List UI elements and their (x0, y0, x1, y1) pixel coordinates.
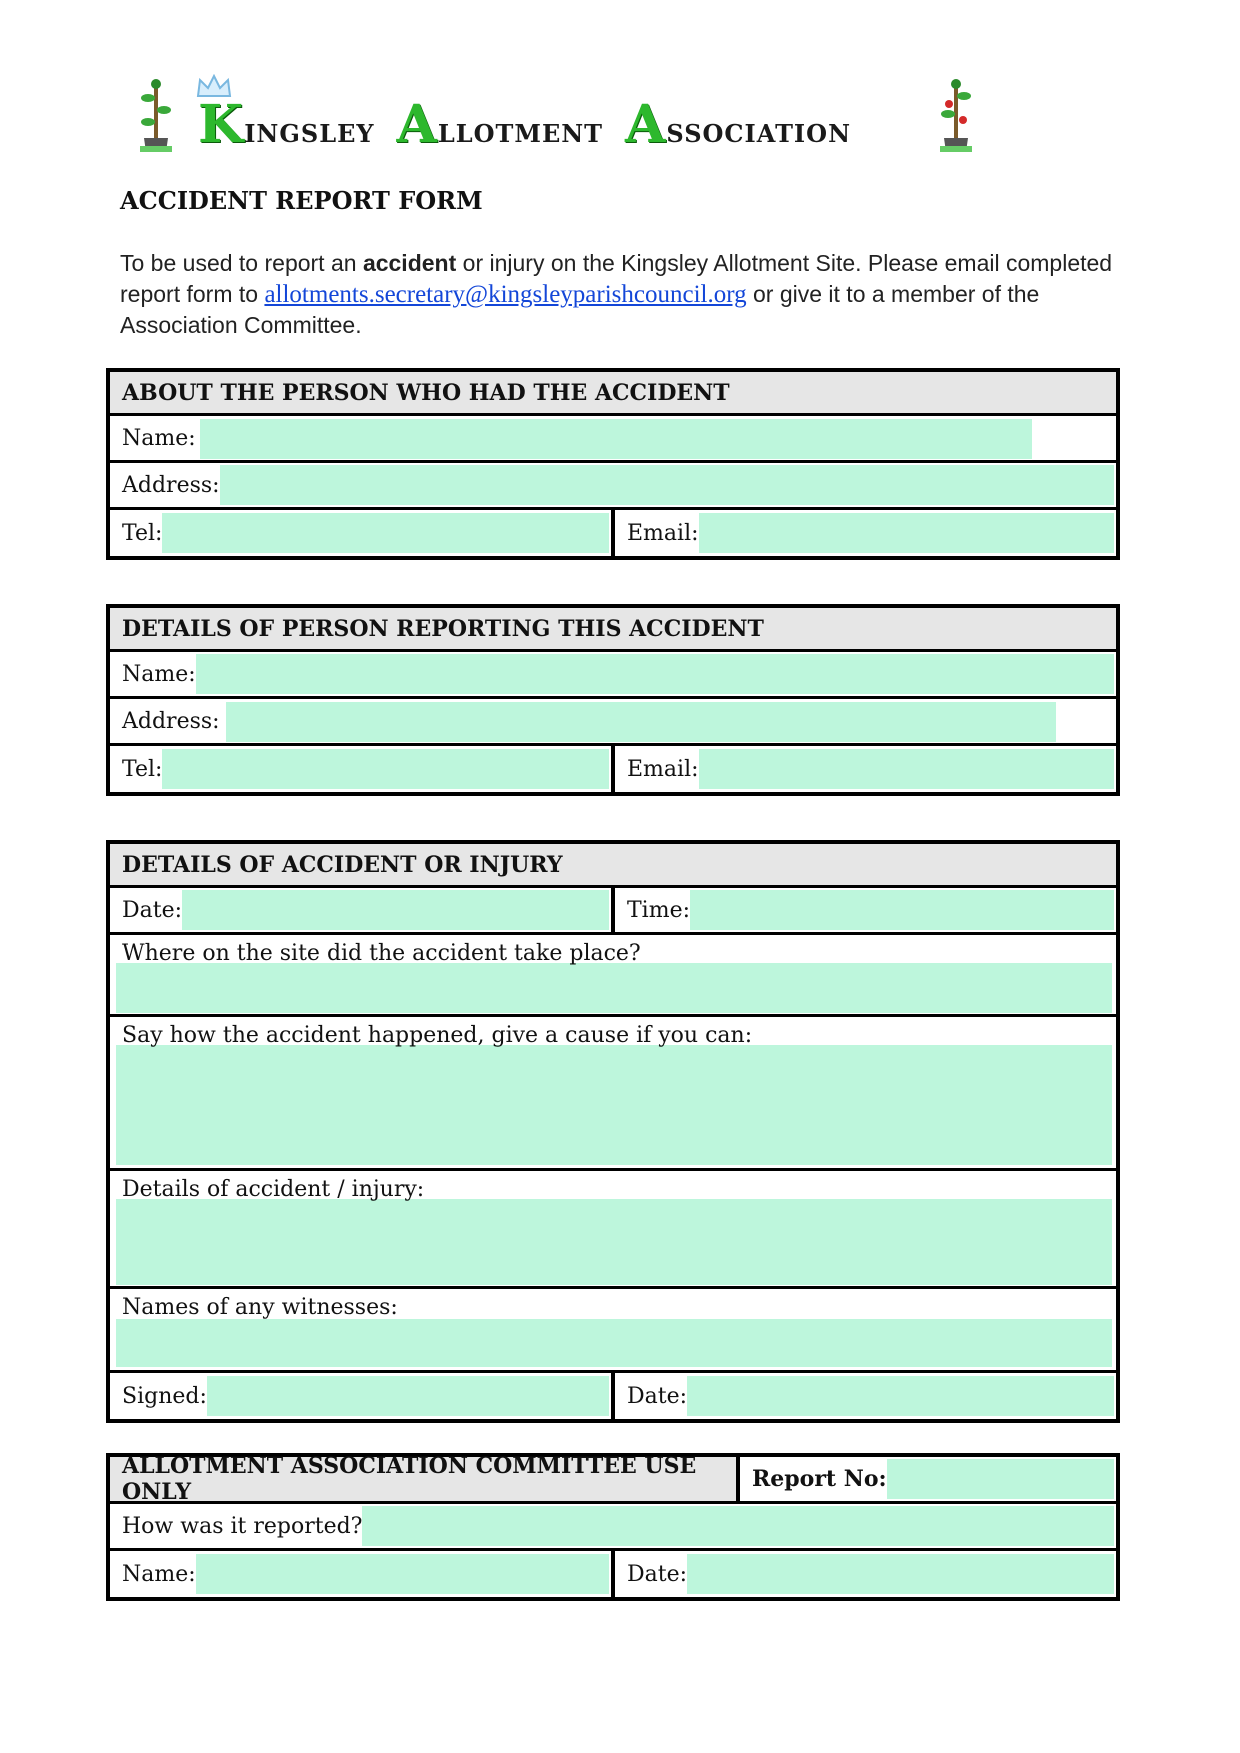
injury-details-label: Details of accident / injury: (122, 1177, 425, 1202)
section-heading: DETAILS OF ACCIDENT OR INJURY (110, 844, 1116, 888)
intro-text: To be used to report an accident or injury on the Kingsley Allotment Site. Please email completed report form to allotments.secretary@kingsleyparishcouncil.org or give it to a member of the Association Committee. (120, 250, 1113, 338)
injured-address-field[interactable] (220, 465, 1114, 505)
section-injured-person (106, 368, 1120, 560)
plant-icon (136, 76, 176, 154)
date-label: Date: (627, 1561, 688, 1587)
how-reported-field[interactable] (362, 1506, 1114, 1546)
injured-email-field[interactable] (699, 513, 1114, 553)
time-label: Time: (627, 897, 691, 923)
injury-details-field[interactable] (116, 1199, 1112, 1285)
committee-date-field[interactable] (687, 1554, 1114, 1594)
name-label: Name: (122, 425, 196, 451)
section-reporter (106, 604, 1120, 796)
email-label: Email: (627, 756, 699, 782)
reporter-address-field[interactable] (226, 702, 1056, 742)
reporter-email-field[interactable] (699, 749, 1114, 789)
committee-name-field[interactable] (196, 1554, 609, 1594)
secretary-email-link[interactable]: allotments.secretary@kingsleyparishcouncil.org (264, 281, 747, 308)
form-title: ACCIDENT REPORT FORM (120, 186, 483, 215)
section-accident-details (106, 840, 1120, 1423)
reporter-tel-field[interactable] (162, 749, 609, 789)
association-header (136, 74, 976, 154)
section-committee-use (106, 1453, 1120, 1601)
accident-time-field[interactable] (690, 890, 1114, 930)
section-heading: ALLOTMENT ASSOCIATION COMMITTEE USE ONLY (110, 1457, 740, 1501)
email-label: Email: (627, 520, 699, 546)
accident-cause-field[interactable] (116, 1045, 1112, 1165)
how-reported-label: How was it reported? (122, 1513, 363, 1539)
tel-label: Tel: (122, 756, 163, 782)
date-label: Date: (627, 1383, 688, 1409)
address-label: Address: (122, 708, 220, 734)
section-heading: DETAILS OF PERSON REPORTING THIS ACCIDENT (110, 608, 1116, 652)
signature-field[interactable] (207, 1376, 609, 1416)
name-label: Name: (122, 1561, 196, 1587)
cause-label: Say how the accident happened, give a cause if you can: (122, 1023, 753, 1048)
reporter-name-field[interactable] (196, 654, 1114, 694)
signed-label: Signed: (122, 1383, 207, 1409)
location-label: Where on the site did the accident take place? (122, 941, 641, 966)
accident-date-field[interactable] (182, 890, 609, 930)
date-label: Date: (122, 897, 183, 923)
association-title: Kingsley Allotment Association (198, 94, 851, 155)
injured-tel-field[interactable] (162, 513, 609, 553)
plant-icon (936, 76, 976, 154)
section-heading: ABOUT THE PERSON WHO HAD THE ACCIDENT (110, 372, 1116, 416)
accident-location-field[interactable] (116, 963, 1112, 1013)
tel-label: Tel: (122, 520, 163, 546)
name-label: Name: (122, 661, 196, 687)
witnesses-label: Names of any witnesses: (122, 1295, 398, 1320)
address-label: Address: (122, 472, 220, 498)
signed-date-field[interactable] (687, 1376, 1114, 1416)
report-number-field[interactable] (887, 1459, 1114, 1499)
report-no-label: Report No: (752, 1466, 887, 1492)
injured-name-field[interactable] (200, 419, 1032, 459)
witnesses-field[interactable] (116, 1319, 1112, 1367)
